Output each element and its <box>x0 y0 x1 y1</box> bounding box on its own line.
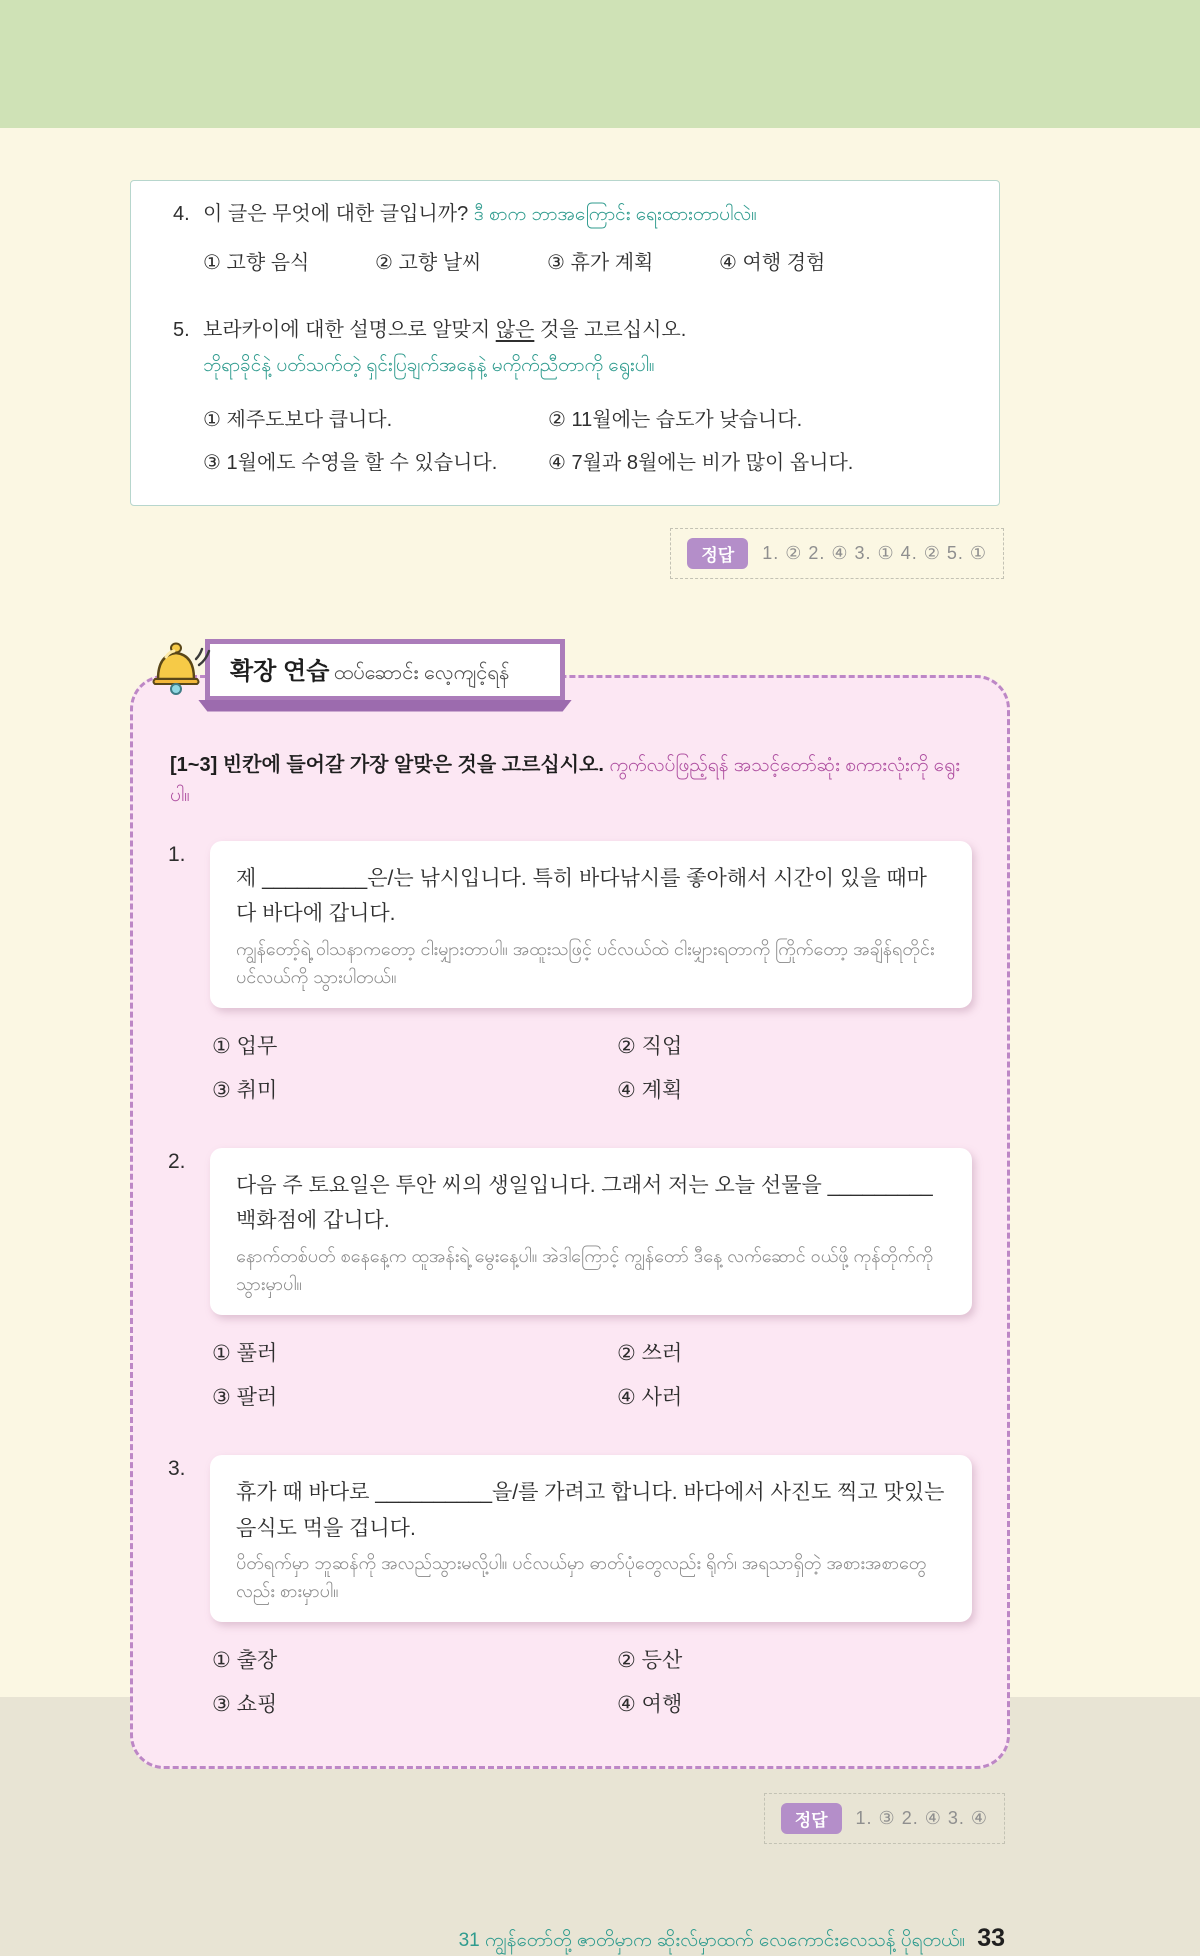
question-4-text <box>173 199 963 230</box>
option-label: 고향 음식 <box>226 251 310 274</box>
option <box>548 403 963 432</box>
answer-key-box-practice <box>764 1793 1005 1844</box>
option-label: 고향 날씨 <box>398 251 482 274</box>
option <box>617 1688 972 1718</box>
option-marker: ④ <box>617 1078 636 1102</box>
practice-instruction-burmese: ကွက်လပ်ဖြည့်ရန် အသင့်တော်ဆုံး စကားလုံးကို ရွေးပါ။ <box>170 754 961 806</box>
answer-badge: 정답 <box>687 538 748 569</box>
option-label: 쇼핑 <box>236 1692 278 1716</box>
option-label: 1월에도 수영을 할 수 있습니다. <box>226 451 498 474</box>
option-marker: ④ <box>617 1692 636 1716</box>
option <box>212 1381 617 1411</box>
question-card <box>210 1148 972 1315</box>
option <box>203 246 375 275</box>
practice-instruction <box>170 750 972 811</box>
option-label: 풀러 <box>236 1341 278 1365</box>
option-label: 직업 <box>641 1034 683 1058</box>
answer-badge: 정답 <box>781 1803 842 1834</box>
option <box>547 246 719 275</box>
question-burmese-translation: နောက်တစ်ပတ် စနေနေ့က ထူအန်းရဲ့ မွေးနေ့ပါ။ အဲဒါကြောင့် ကျွန်တော် ဒီနေ့ လက်ဆောင် ဝယ်ဖို့ ကုန်တိုက်ကို သွားမှာပါ။ <box>236 1246 934 1294</box>
option <box>212 1644 617 1674</box>
option <box>617 1644 972 1674</box>
question-number: 3. <box>168 1456 186 1480</box>
question-options <box>210 1644 972 1718</box>
option <box>212 1688 617 1718</box>
option-label: 계획 <box>641 1078 683 1102</box>
option-marker: ① <box>203 408 221 431</box>
answer-key-text: 1. ③ 2. ④ 3. ④ <box>855 1807 988 1828</box>
question-options <box>210 1337 972 1411</box>
practice-header-banner <box>205 639 565 701</box>
option-marker: ② <box>617 1034 636 1058</box>
option-marker: ④ <box>617 1385 636 1409</box>
answer-key-text: 1. ② 2. ④ 3. ① 4. ② 5. ① <box>762 542 987 563</box>
option <box>617 1030 972 1060</box>
option-label: 업무 <box>236 1034 278 1058</box>
option-label: 쓰러 <box>641 1341 683 1365</box>
option <box>617 1337 972 1367</box>
page-footer <box>0 1924 1200 1956</box>
question-4 <box>173 199 963 275</box>
option-marker: ① <box>212 1034 231 1058</box>
option-marker: ② <box>617 1648 636 1672</box>
option <box>203 446 548 475</box>
option-label: 제주도보다 큽니다. <box>226 408 393 431</box>
question-korean: 다음 주 토요일은 투안 씨의 생일입니다. 그래서 저는 오늘 선물을 _________ 백화점에 갑니다. <box>236 1173 933 1233</box>
practice-body <box>130 675 1010 1769</box>
question-5 <box>173 315 963 475</box>
question-korean: 제 _________은/는 낚시입니다. 특히 바다낚시를 좋아해서 시간이 있을 때마다 바다에 갑니다. <box>236 866 927 926</box>
option <box>617 1074 972 1104</box>
question-korean: 이 글은 무엇에 대한 글입니까? <box>203 203 469 225</box>
question-korean-before: 보라카이에 대한 설명으로 알맞지 <box>203 318 496 341</box>
option-marker: ③ <box>212 1385 231 1409</box>
question-number: 2. <box>168 1149 186 1173</box>
option <box>212 1074 617 1104</box>
question-card <box>210 1455 972 1622</box>
option-marker: ① <box>212 1648 231 1672</box>
option-label: 출장 <box>236 1648 278 1672</box>
header-band <box>0 0 1200 128</box>
option-marker: ① <box>212 1341 231 1365</box>
option-marker: ② <box>617 1341 636 1365</box>
option-label: 휴가 계획 <box>570 251 654 274</box>
option-marker: ③ <box>212 1692 231 1716</box>
option <box>375 246 547 275</box>
option-label: 7월과 8월에는 비가 많이 옵니다. <box>571 451 854 474</box>
question-number: 5. <box>173 318 190 341</box>
option-marker: ③ <box>547 251 565 274</box>
practice-question-3 <box>168 1455 972 1718</box>
option-marker: ④ <box>719 251 737 274</box>
question-number: 1. <box>168 842 186 866</box>
option-marker: ② <box>375 251 393 274</box>
option-label: 여행 경험 <box>742 251 826 274</box>
question-korean: 휴가 때 바다로 __________을/를 가려고 합니다. 바다에서 사진도 찍고 맛있는 음식도 먹을 겁니다. <box>236 1480 945 1540</box>
option-label: 취미 <box>236 1078 278 1102</box>
question-burmese-translation: ဒီ စာက ဘာအကြောင်း ရေးထားတာပါလဲ။ <box>473 204 757 225</box>
question-5-text <box>173 315 963 345</box>
option-label: 11월에는 습도가 낮습니다. <box>571 408 803 431</box>
option-label: 사러 <box>641 1385 683 1409</box>
question-burmese-translation: ဘိုရာခိုင်နဲ့ ပတ်သက်တဲ့ ရှင်းပြချက်အနေနဲ့ မကိုက်ညီတာကို ရွေးပါ။ <box>203 354 655 376</box>
question-4-options <box>173 246 963 275</box>
quiz-box-top <box>130 180 1000 506</box>
question-card <box>210 841 972 1008</box>
page-number: 33 <box>977 1923 1005 1952</box>
option-marker: ① <box>203 251 221 274</box>
practice-question-2 <box>168 1148 972 1411</box>
option <box>212 1337 617 1367</box>
option-label: 등산 <box>641 1648 683 1672</box>
practice-header-korean: 확장 연습 <box>230 657 330 685</box>
question-korean-underlined: 않은 <box>495 318 535 341</box>
question-korean-after: 것을 고르십시오. <box>534 318 687 341</box>
option-marker: ④ <box>548 451 566 474</box>
option <box>548 446 963 475</box>
option-marker: ② <box>548 408 566 431</box>
option <box>212 1030 617 1060</box>
practice-header-burmese: ထပ်ဆောင်း လေ့ကျင့်ရန် <box>333 661 510 684</box>
bell-icon <box>152 635 216 702</box>
answer-key-box-top <box>670 528 1004 579</box>
option <box>719 246 825 275</box>
practice-section <box>130 639 1010 1769</box>
question-5-options <box>173 403 963 475</box>
option-marker: ③ <box>203 451 221 474</box>
practice-instruction-korean: [1~3] 빈칸에 들어갈 가장 알맞은 것을 고르십시오. <box>170 753 604 776</box>
lesson-caption: 31 ကျွန်တော်တို့ ဇာတိမှာက ဆိုးလ်မှာထက် လေကောင်းလေသန့် ပိုရတယ်။ <box>458 1929 966 1951</box>
question-burmese-translation: ကျွန်တော့်ရဲ့ ဝါသနာကတော့ ငါးမျှားတာပါ။ အထူးသဖြင့် ပင်လယ်ထဲ ငါးမျှားရတာကို ကြိုက်တော့ အချိန်ရတိုင်း ပင်လယ်ကို သွားပါတယ်။ <box>236 938 935 987</box>
question-burmese-translation: ပိတ်ရက်မှာ ဘူဆန်ကို အလည်သွားမလို့ပါ။ ပင်လယ်မှာ ဓာတ်ပုံတွေလည်း ရိုက်၊ အရသာရှိတဲ့ အစားအစာတွေလည်း စားမှာပါ။ <box>236 1553 927 1602</box>
question-options <box>210 1030 972 1104</box>
question-number: 4. <box>173 203 190 225</box>
option <box>617 1381 972 1411</box>
option-label: 팔러 <box>236 1385 278 1409</box>
option <box>203 403 548 432</box>
option-label: 여행 <box>641 1692 683 1716</box>
practice-question-1 <box>168 841 972 1104</box>
option-marker: ③ <box>212 1078 231 1102</box>
